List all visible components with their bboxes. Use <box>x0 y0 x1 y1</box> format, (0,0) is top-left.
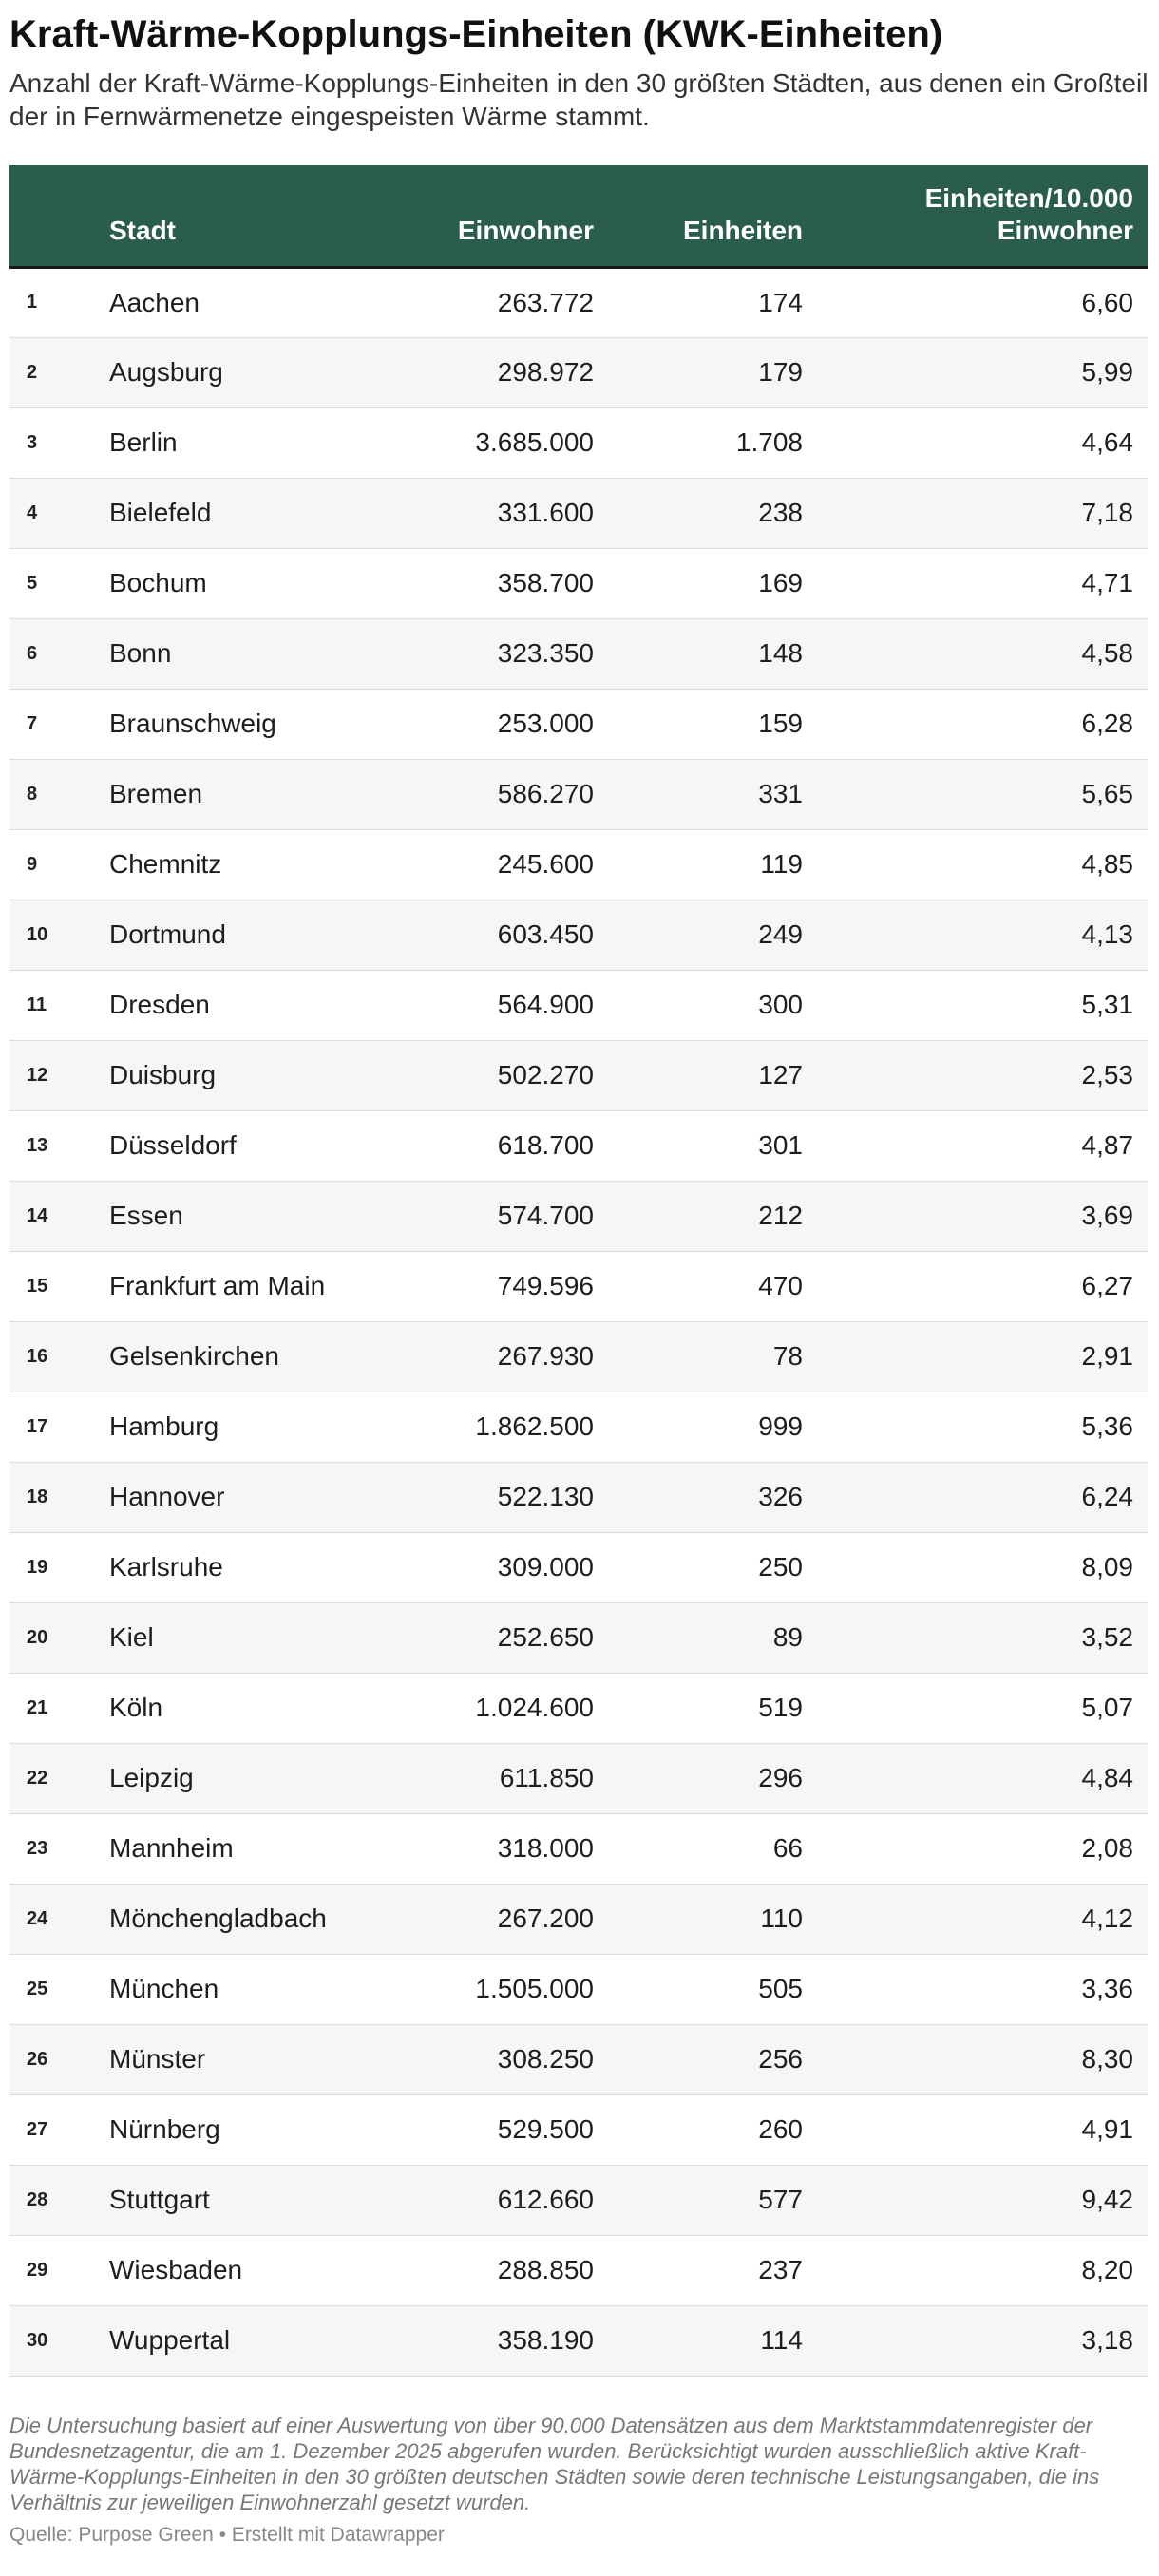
table-row <box>10 1673 1148 1743</box>
cell-einheiten-pro-10000: 9,42 <box>1081 2185 1133 2214</box>
table-row <box>10 2305 1148 2376</box>
cell-einheiten: 66 <box>772 1833 803 1863</box>
table-row <box>10 1321 1148 1392</box>
cell-einwohner: 564.900 <box>497 990 594 1019</box>
cell-einheiten-pro-10000: 3,36 <box>1081 1974 1133 2003</box>
cell-einheiten: 505 <box>758 1974 803 2003</box>
cell-stadt: Köln <box>109 1693 163 1722</box>
cell-stadt: Essen <box>109 1201 183 1230</box>
column-header-einwohner[interactable]: Einwohner <box>457 215 594 245</box>
column-header-einheiten[interactable]: Einheiten <box>682 215 803 245</box>
table-row <box>10 548 1148 618</box>
cell-einheiten: 300 <box>758 990 803 1019</box>
cell-stadt: Dortmund <box>109 919 226 949</box>
table-row <box>10 618 1148 689</box>
cell-rank: 19 <box>27 1556 48 1578</box>
cell-einheiten-pro-10000: 6,24 <box>1081 1482 1133 1511</box>
cell-einheiten: 127 <box>758 1060 803 1089</box>
cell-einheiten-pro-10000: 5,31 <box>1081 990 1133 1019</box>
cell-stadt: Duisburg <box>109 1060 217 1089</box>
cell-rank: 3 <box>27 431 38 453</box>
cell-einheiten: 237 <box>758 2255 803 2284</box>
table-row <box>10 1884 1148 1954</box>
cell-stadt: München <box>109 1974 219 2003</box>
cell-rank: 24 <box>27 1907 48 1929</box>
data-table <box>10 165 1148 2377</box>
cell-einwohner: 252.650 <box>497 1622 594 1652</box>
chart-subtitle: Anzahl der Kraft-Wärme-Kopplungs-Einheiten in den 30 größten Städten, aus denen ein Großteil der in Fernwärmenetze eingespeisten Wärme stammt. <box>10 68 1149 131</box>
cell-stadt: Chemnitz <box>109 849 222 879</box>
table-body <box>10 267 1148 2376</box>
cell-einwohner: 288.850 <box>497 2255 594 2284</box>
cell-rank: 8 <box>27 783 38 805</box>
cell-rank: 11 <box>27 994 48 1015</box>
cell-einheiten: 326 <box>758 1482 803 1511</box>
cell-einheiten-pro-10000: 4,13 <box>1081 919 1133 949</box>
cell-einheiten-pro-10000: 6,27 <box>1081 1271 1133 1300</box>
table-row <box>10 1813 1148 1884</box>
column-header-stadt[interactable]: Stadt <box>109 215 176 245</box>
cell-einheiten: 174 <box>758 287 803 317</box>
cell-einwohner: 502.270 <box>497 1060 594 1089</box>
cell-einheiten: 301 <box>758 1130 803 1160</box>
cell-stadt: Bonn <box>109 638 172 668</box>
table-row <box>10 337 1148 407</box>
table-row <box>10 2165 1148 2235</box>
cell-rank: 17 <box>27 1415 48 1437</box>
cell-einheiten: 78 <box>772 1341 803 1371</box>
cell-stadt: Leipzig <box>109 1763 194 1792</box>
cell-einheiten-pro-10000: 3,52 <box>1081 1622 1133 1652</box>
cell-einheiten-pro-10000: 2,91 <box>1081 1341 1133 1371</box>
cell-einheiten-pro-10000: 4,87 <box>1081 1130 1133 1160</box>
cell-stadt: Mönchengladbach <box>109 1904 327 1933</box>
cell-einwohner: 267.200 <box>497 1904 594 1933</box>
cell-einwohner: 263.772 <box>497 287 594 317</box>
cell-einheiten: 169 <box>758 568 803 597</box>
cell-einwohner: 245.600 <box>497 849 594 879</box>
cell-einheiten: 999 <box>758 1411 803 1441</box>
cell-rank: 25 <box>27 1978 48 1999</box>
cell-einheiten-pro-10000: 6,60 <box>1081 287 1133 317</box>
cell-einheiten-pro-10000: 3,18 <box>1081 2325 1133 2355</box>
table-row <box>10 2024 1148 2094</box>
cell-einwohner: 611.850 <box>499 1763 594 1792</box>
table-row <box>10 1462 1148 1532</box>
table-row <box>10 759 1148 829</box>
cell-einheiten-pro-10000: 8,30 <box>1081 2044 1133 2074</box>
cell-stadt: Frankfurt am Main <box>109 1271 326 1300</box>
cell-einwohner: 612.660 <box>497 2185 594 2214</box>
table-row <box>10 1602 1148 1673</box>
cell-stadt: Wiesbaden <box>109 2255 243 2284</box>
cell-einwohner: 1.024.600 <box>475 1693 594 1722</box>
table-row <box>10 689 1148 759</box>
cell-einheiten: 179 <box>758 357 803 387</box>
cell-einheiten-pro-10000: 4,12 <box>1081 1904 1133 1933</box>
cell-rank: 27 <box>27 2118 48 2140</box>
cell-einwohner: 618.700 <box>497 1130 594 1160</box>
cell-einwohner: 267.930 <box>497 1341 594 1371</box>
cell-einheiten: 577 <box>758 2185 803 2214</box>
chart-notes: Die Untersuchung basiert auf einer Auswertung von über 90.000 Datensätzen aus dem Marktstammdatenregister der Bundesnetzagentur, die am 1. Dezember 2025 abgerufen wurden. Berücksichtigt wurden ausschließlich aktive Kraft-Wärme-Kopplungs-Einheiten in den 30 größten deutschen Städten sowie deren technische Leistungsangaben, die ins Verhältnis zur jeweiligen Einwohnerzahl gesetzt wurden. <box>10 2413 1100 2514</box>
column-header-rank[interactable] <box>10 165 95 267</box>
cell-rank: 13 <box>27 1134 48 1156</box>
cell-rank: 16 <box>27 1345 48 1367</box>
cell-einwohner: 3.685.000 <box>475 427 594 457</box>
cell-einwohner: 253.000 <box>497 709 594 738</box>
cell-rank: 29 <box>27 2259 48 2281</box>
cell-stadt: Bochum <box>109 568 207 597</box>
cell-einheiten-pro-10000: 3,69 <box>1081 1201 1133 1230</box>
cell-einwohner: 749.596 <box>497 1271 594 1300</box>
table-row <box>10 1392 1148 1462</box>
cell-einheiten-pro-10000: 4,85 <box>1081 849 1133 879</box>
cell-stadt: Kiel <box>109 1622 154 1652</box>
table-header-row <box>10 165 1148 267</box>
cell-rank: 1 <box>27 292 38 313</box>
cell-stadt: Hannover <box>109 1482 225 1511</box>
cell-stadt: Augsburg <box>109 357 223 387</box>
cell-stadt: Gelsenkirchen <box>109 1341 279 1371</box>
cell-einheiten-pro-10000: 8,20 <box>1081 2255 1133 2284</box>
cell-rank: 23 <box>27 1837 48 1859</box>
cell-einheiten-pro-10000: 4,58 <box>1081 638 1133 668</box>
cell-einheiten-pro-10000: 7,18 <box>1081 498 1133 527</box>
cell-stadt: Aachen <box>109 287 200 317</box>
cell-rank: 6 <box>27 642 38 664</box>
cell-einwohner: 522.130 <box>497 1482 594 1511</box>
cell-rank: 21 <box>27 1696 48 1718</box>
cell-einheiten: 148 <box>758 638 803 668</box>
cell-einheiten: 296 <box>758 1763 803 1792</box>
cell-einheiten-pro-10000: 4,64 <box>1081 427 1133 457</box>
cell-einheiten: 249 <box>758 919 803 949</box>
chart-source: Quelle: Purpose Green • Erstellt mit Datawrapper <box>10 2523 445 2546</box>
cell-rank: 30 <box>27 2329 48 2351</box>
table-row <box>10 1040 1148 1110</box>
table-row <box>10 829 1148 900</box>
table-row <box>10 1743 1148 1813</box>
cell-einheiten-pro-10000: 4,91 <box>1081 2114 1133 2144</box>
cell-stadt: Bremen <box>109 779 203 808</box>
cell-rank: 15 <box>27 1275 48 1297</box>
cell-rank: 2 <box>27 361 38 383</box>
cell-einheiten: 212 <box>758 1201 803 1230</box>
cell-einheiten: 114 <box>760 2325 803 2355</box>
cell-rank: 10 <box>27 923 48 945</box>
cell-einheiten: 519 <box>758 1693 803 1722</box>
cell-einwohner: 308.250 <box>497 2044 594 2074</box>
cell-rank: 20 <box>27 1626 48 1648</box>
cell-stadt: Dresden <box>109 990 210 1019</box>
cell-rank: 14 <box>27 1204 48 1226</box>
cell-einheiten: 1.708 <box>735 427 803 457</box>
table-row <box>10 478 1148 548</box>
cell-stadt: Bielefeld <box>109 498 212 527</box>
cell-stadt: Braunschweig <box>109 709 276 738</box>
cell-rank: 28 <box>27 2188 48 2210</box>
cell-einwohner: 529.500 <box>497 2114 594 2144</box>
table-row <box>10 2094 1148 2165</box>
table-row <box>10 1110 1148 1181</box>
table-row <box>10 407 1148 478</box>
cell-einheiten-pro-10000: 8,09 <box>1081 1552 1133 1582</box>
cell-einheiten: 110 <box>760 1904 803 1933</box>
cell-einheiten: 260 <box>758 2114 803 2144</box>
cell-einwohner: 318.000 <box>497 1833 594 1863</box>
cell-rank: 22 <box>27 1767 48 1789</box>
cell-stadt: Berlin <box>109 427 178 457</box>
cell-einheiten: 256 <box>758 2044 803 2074</box>
cell-stadt: Stuttgart <box>109 2185 210 2214</box>
cell-einheiten: 159 <box>758 709 803 738</box>
cell-einheiten: 238 <box>758 498 803 527</box>
cell-einheiten-pro-10000: 2,53 <box>1081 1060 1133 1089</box>
table-row <box>10 2235 1148 2305</box>
table-row <box>10 970 1148 1040</box>
cell-einheiten-pro-10000: 5,07 <box>1081 1693 1133 1722</box>
cell-einwohner: 358.700 <box>497 568 594 597</box>
cell-stadt: Mannheim <box>109 1833 234 1863</box>
cell-einwohner: 309.000 <box>497 1552 594 1582</box>
table-row <box>10 900 1148 970</box>
cell-stadt: Wuppertal <box>109 2325 231 2355</box>
cell-stadt: Düsseldorf <box>109 1130 237 1160</box>
cell-einheiten: 119 <box>760 849 803 879</box>
cell-einheiten-pro-10000: 5,65 <box>1081 779 1133 808</box>
cell-einheiten: 331 <box>758 779 803 808</box>
cell-einwohner: 358.190 <box>497 2325 594 2355</box>
cell-einwohner: 1.862.500 <box>475 1411 594 1441</box>
cell-einwohner: 1.505.000 <box>475 1974 594 2003</box>
cell-einheiten-pro-10000: 6,28 <box>1081 709 1133 738</box>
table-row <box>10 1954 1148 2024</box>
cell-einheiten: 250 <box>758 1552 803 1582</box>
cell-einwohner: 574.700 <box>497 1201 594 1230</box>
table-row <box>10 1251 1148 1321</box>
cell-rank: 12 <box>27 1064 48 1086</box>
cell-einheiten-pro-10000: 5,36 <box>1081 1411 1133 1441</box>
cell-einwohner: 603.450 <box>497 919 594 949</box>
cell-stadt: Hamburg <box>109 1411 219 1441</box>
chart-title: Kraft-Wärme-Kopplungs-Einheiten (KWK-Einheiten) <box>10 13 943 55</box>
cell-rank: 9 <box>27 853 38 875</box>
cell-einheiten-pro-10000: 4,84 <box>1081 1763 1133 1792</box>
cell-einheiten-pro-10000: 5,99 <box>1081 357 1133 387</box>
cell-rank: 26 <box>27 2048 48 2070</box>
cell-einwohner: 298.972 <box>497 357 594 387</box>
cell-rank: 5 <box>27 572 38 594</box>
cell-einwohner: 331.600 <box>497 498 594 527</box>
cell-einwohner: 323.350 <box>497 638 594 668</box>
cell-einheiten: 89 <box>772 1622 803 1652</box>
cell-rank: 4 <box>27 502 38 523</box>
table-row <box>10 267 1148 337</box>
cell-einheiten-pro-10000: 2,08 <box>1081 1833 1133 1863</box>
column-header-einheiten-pro-10000[interactable]: Einheiten/10.000 Einwohner <box>924 182 1133 245</box>
cell-stadt: Münster <box>109 2044 206 2074</box>
cell-rank: 18 <box>27 1486 48 1507</box>
cell-einheiten: 470 <box>758 1271 803 1300</box>
cell-einheiten-pro-10000: 4,71 <box>1081 568 1133 597</box>
table-row <box>10 1532 1148 1602</box>
cell-stadt: Nürnberg <box>109 2114 220 2144</box>
table-row <box>10 1181 1148 1251</box>
cell-rank: 7 <box>27 712 38 734</box>
cell-einwohner: 586.270 <box>497 779 594 808</box>
cell-stadt: Karlsruhe <box>109 1552 223 1582</box>
